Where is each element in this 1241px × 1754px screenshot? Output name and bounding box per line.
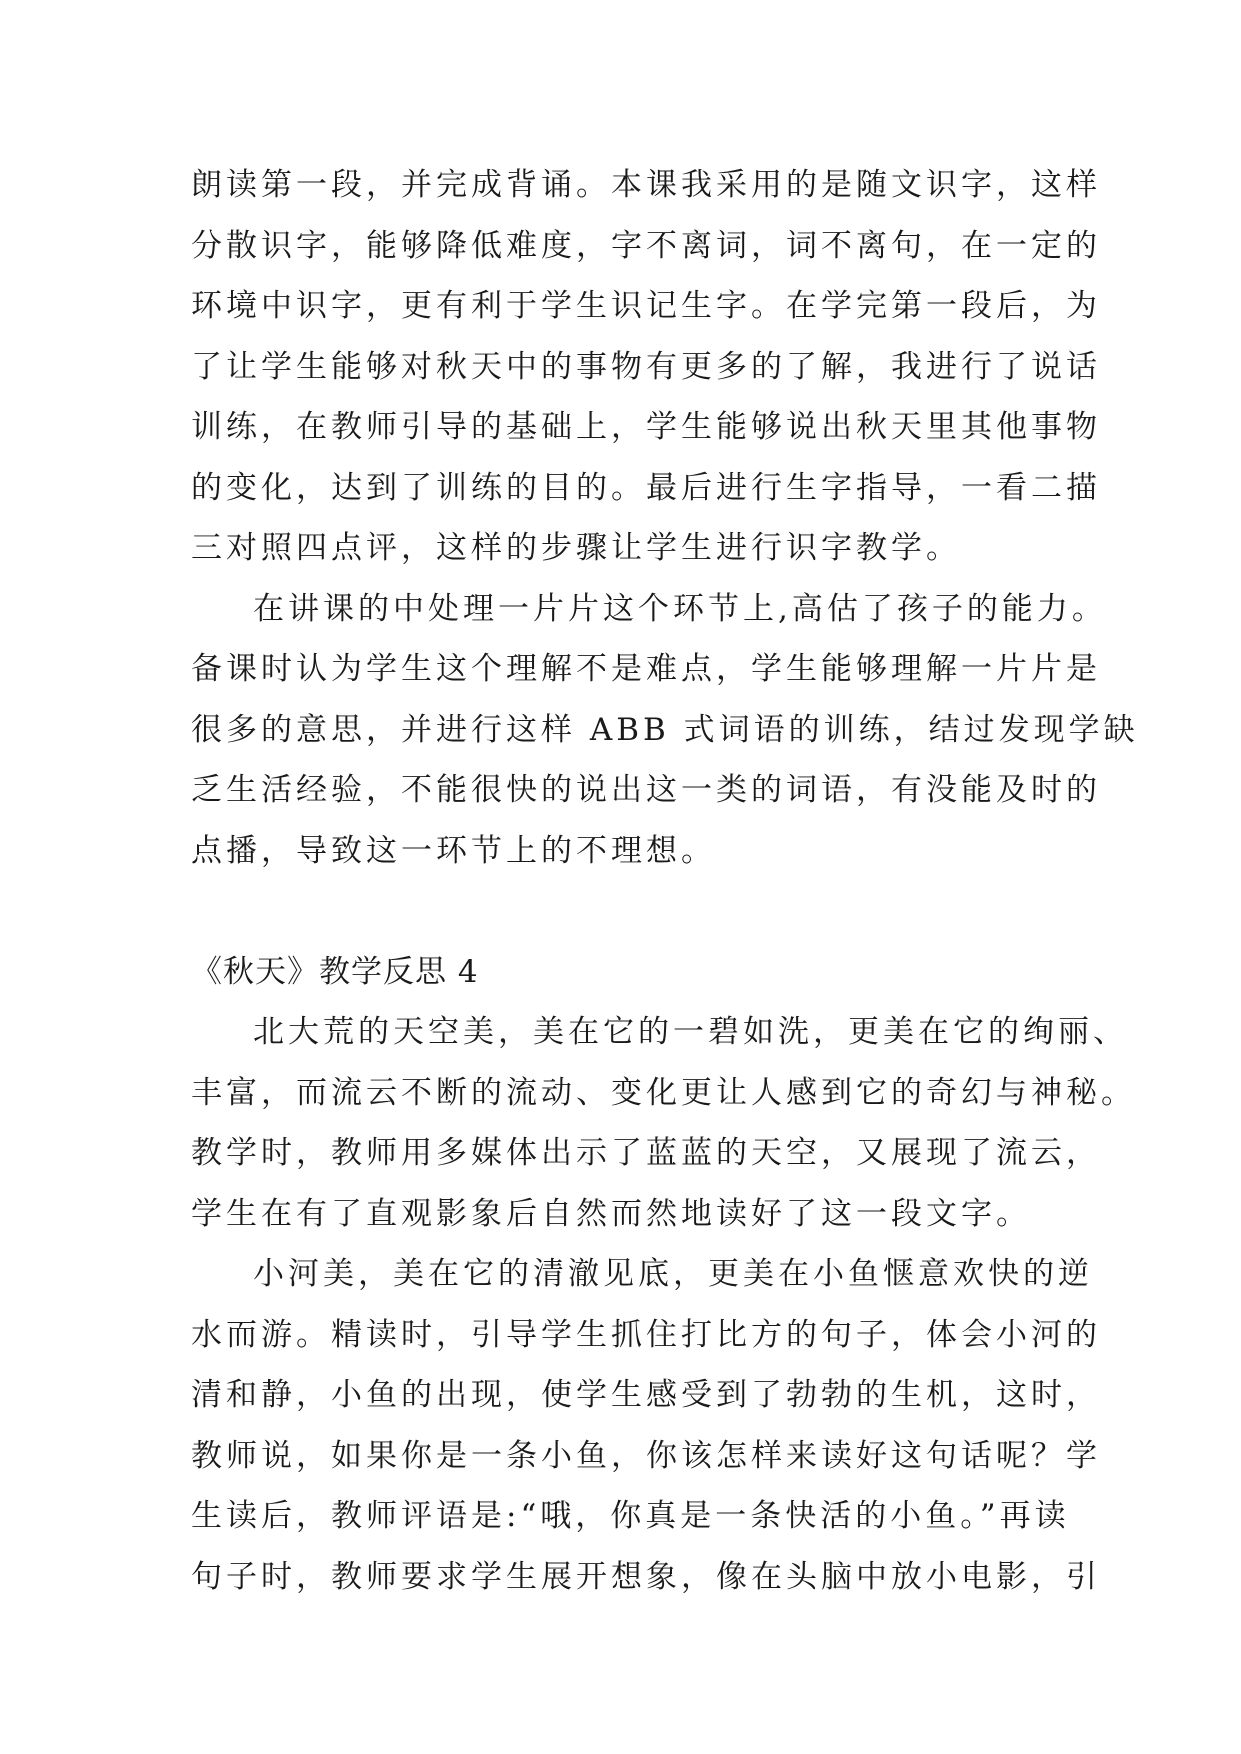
paragraph-line: 丰富，而流云不断的流动、变化更让人感到它的奇幻与神秘。 (191, 1074, 1136, 1111)
paragraph-line: 小河美，美在它的清澈见底，更美在小鱼惬意欢快的逆 (253, 1256, 1093, 1292)
paragraph-line: 水而游。精读时，引导学生抓住打比方的句子，体会小河的 (191, 1316, 1101, 1353)
paragraph-line: 训练，在教师引导的基础上，学生能够说出秋天里其他事物 (191, 409, 1101, 445)
paragraph-line: 教学时，教师用多媒体出示了蓝蓝的天空，又展现了流云， (191, 1135, 1101, 1171)
paragraph-4 (191, 1244, 1101, 1607)
paragraph-line: 句子时，教师要求学生展开想象，像在头脑中放小电影，引 (191, 1558, 1101, 1595)
paragraph-line: 点播，导致这一环节上的不理想。 (191, 832, 716, 869)
paragraph-line: 了让学生能够对秋天中的事物有更多的了解，我进行了说话 (191, 348, 1101, 385)
paragraph-line: 朗读第一段，并完成背诵。本课我采用的是随文识字，这样 (191, 167, 1101, 203)
paragraph-2 (191, 579, 1139, 882)
paragraph-3 (191, 1002, 1136, 1244)
paragraph-line: 教师说，如果你是一条小鱼，你该怎样来读好这句话呢？学 (191, 1437, 1101, 1474)
paragraph-line: 三对照四点评，这样的步骤让学生进行识字教学。 (191, 530, 961, 566)
paragraph-1 (191, 155, 1101, 579)
paragraph-line: 在讲课的中处理一片片这个环节上,高估了孩子的能力。 (253, 590, 1107, 627)
paragraph-line: 学生在有了直观影象后自然而然地读好了这一段文字。 (191, 1195, 1031, 1232)
section-heading: 《秋天》教学反思 4 (191, 953, 479, 990)
paragraph-line: 北大荒的天空美，美在它的一碧如洗，更美在它的绚丽、 (253, 1014, 1128, 1050)
document-body (191, 155, 1139, 1607)
paragraph-line: 的变化，达到了训练的目的。最后进行生字指导，一看二描 (191, 469, 1101, 506)
paragraph-line: 生读后，教师评语是:“哦，你真是一条快活的小鱼。”再读 (191, 1498, 1070, 1534)
paragraph-line: 分散识字，能够降低难度，字不离词，词不离句，在一定的 (191, 227, 1101, 264)
paragraph-line: 环境中识字，更有利于学生识记生字。在学完第一段后，为 (191, 288, 1101, 324)
paragraph-line: 备课时认为学生这个理解不是难点，学生能够理解一片片是 (191, 651, 1101, 687)
section-spacer (191, 881, 1061, 942)
paragraph-line: 乏生活经验，不能很快的说出这一类的词语，有没能及时的 (191, 772, 1101, 808)
paragraph-line: 很多的意思，并进行这样 ABB 式词语的训练，结过发现学缺 (191, 711, 1139, 748)
paragraph-line: 清和静，小鱼的出现，使学生感受到了勃勃的生机，这时， (191, 1377, 1101, 1413)
